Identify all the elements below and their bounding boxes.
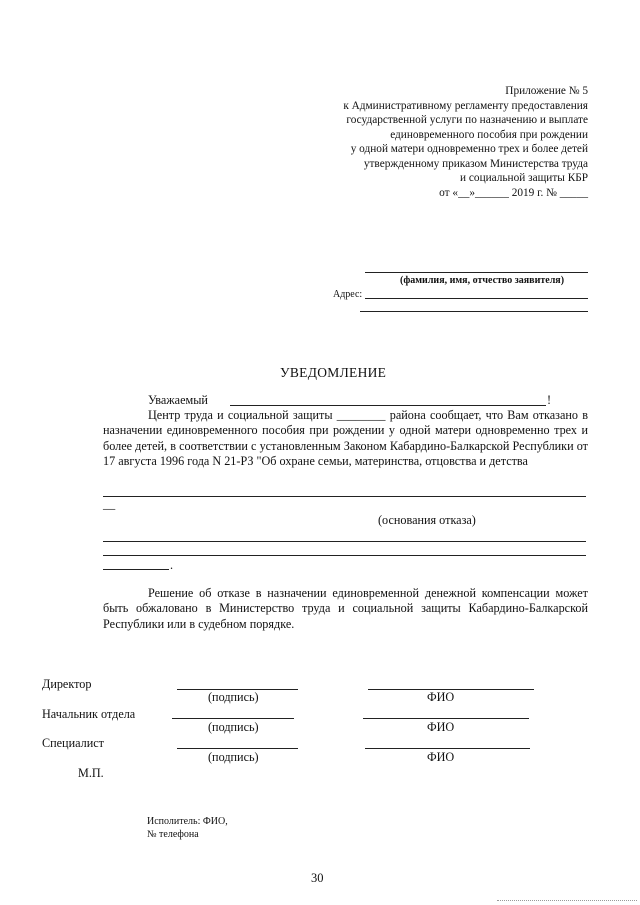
signature-caption-department-head: (подпись) bbox=[208, 720, 259, 734]
stamp-label: М.П. bbox=[78, 766, 104, 780]
signature-caption-specialist: (подпись) bbox=[208, 750, 259, 764]
notice-paragraph-refusal: Центр труда и социальной защиты ________ района сообщает, что Вам отказано в назначении единовременного пособия при рождении у одной матери одновременно трех и более детей, в соответствии с установленным Законом Кабардино-Балкарской Республики от 17 августа 1996 года N 21-РЗ "Об охране семьи, материнства, отцовства и детства bbox=[103, 408, 588, 468]
fio-caption-department-head: ФИО bbox=[427, 720, 455, 734]
applicant-name-line bbox=[365, 272, 588, 273]
greeting-exclaim: ! bbox=[547, 393, 552, 407]
fio-caption-specialist: ФИО bbox=[427, 750, 455, 764]
signature-caption-director: (подпись) bbox=[208, 690, 259, 704]
executor-phone: № телефона bbox=[147, 829, 199, 840]
reason-line-1 bbox=[103, 496, 586, 497]
recipient-name-line bbox=[230, 405, 546, 406]
appendix-line: утвержденному приказом Министерства труда bbox=[363, 157, 588, 170]
address-line-1 bbox=[365, 298, 588, 299]
appendix-line: единовременного пособия при рождении bbox=[390, 128, 588, 141]
footer-rule bbox=[497, 900, 637, 901]
greeting-label: Уважаемый bbox=[148, 393, 208, 407]
reason-line-2 bbox=[103, 541, 586, 542]
signature-line-department-head bbox=[172, 718, 294, 719]
address-label: Адрес: bbox=[333, 289, 363, 300]
signature-line-specialist bbox=[177, 748, 298, 749]
notice-title: УВЕДОМЛЕНИЕ bbox=[280, 365, 387, 380]
reason-dash: __ bbox=[103, 497, 116, 511]
reason-line-3 bbox=[103, 555, 586, 556]
reason-line-4 bbox=[103, 569, 169, 570]
page-number: 30 bbox=[311, 871, 324, 885]
fio-line-specialist bbox=[365, 748, 530, 749]
address-line-2 bbox=[360, 311, 588, 312]
signature-role-department-head: Начальник отдела bbox=[42, 707, 136, 721]
appendix-line: государственной услуги по назначению и выплате bbox=[346, 114, 588, 126]
fio-caption-director: ФИО bbox=[427, 690, 455, 704]
appendix-line: Приложение № 5 bbox=[505, 85, 588, 97]
notice-paragraph-appeal: Решение об отказе в назначении единовременной денежной компенсации может быть обжаловано в Министерство труда и социальной защиты Кабардино-Балкарской Республики или в судебном порядке. bbox=[103, 586, 588, 631]
appendix-line: у одной матери одновременно трех и более детей bbox=[350, 143, 588, 155]
signature-role-director: Директор bbox=[42, 677, 92, 691]
appendix-line: и социальной защиты КБР bbox=[460, 172, 588, 184]
reason-end-dot: . bbox=[170, 558, 174, 572]
signature-role-specialist: Специалист bbox=[42, 736, 104, 750]
executor-name: Исполитель: ФИО, bbox=[147, 816, 228, 827]
appendix-line: к Административному регламенту предоставления bbox=[343, 99, 588, 112]
reason-caption: (основания отказа) bbox=[378, 513, 476, 527]
fio-line-department-head bbox=[363, 718, 529, 719]
appendix-date-line: от «__»______ 2019 г. № _____ bbox=[439, 186, 588, 199]
applicant-name-caption: (фамилия, имя, отчество заявителя) bbox=[400, 275, 565, 286]
